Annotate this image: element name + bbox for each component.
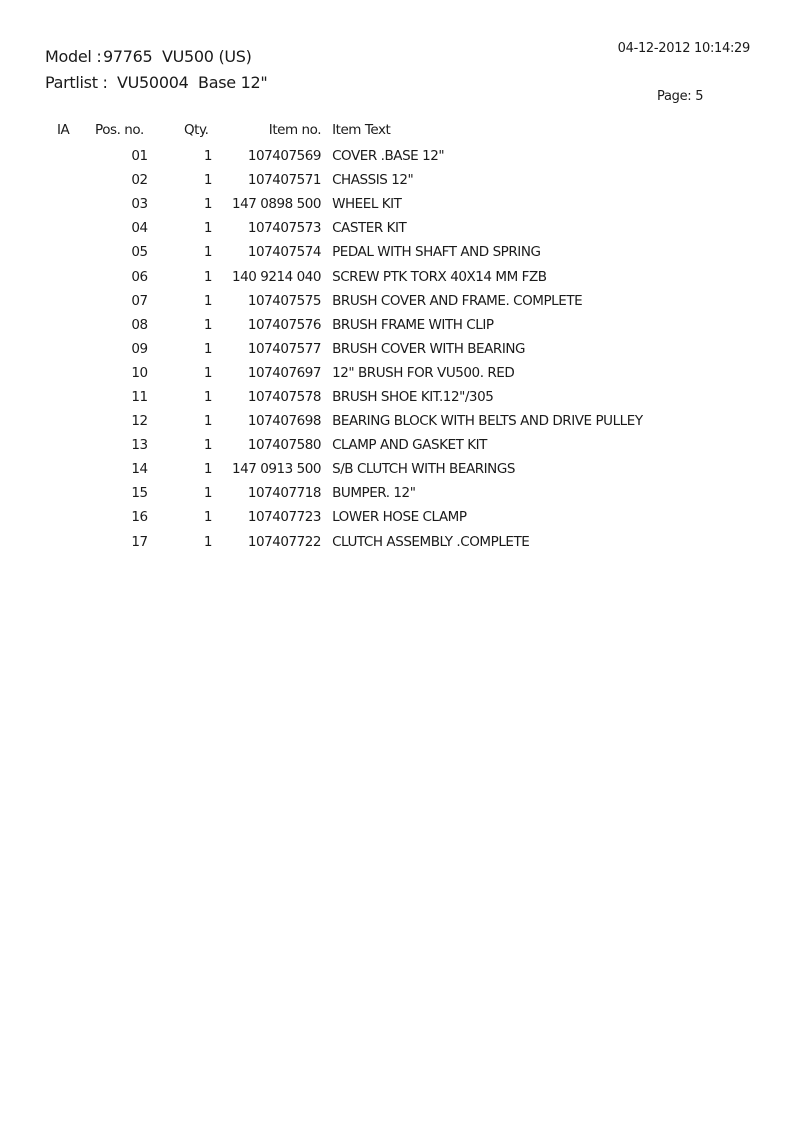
cell-item-no: 107407718 bbox=[247, 485, 322, 502]
table-row bbox=[45, 505, 643, 529]
column-header-item-no: Item no. bbox=[268, 122, 322, 138]
cell-item-no: 147 0913 500 bbox=[232, 461, 322, 478]
cell-item-no: 140 9214 040 bbox=[232, 268, 322, 285]
cell-item-no: 107407698 bbox=[247, 413, 322, 430]
cell-item-text: BRUSH COVER WITH BEARING bbox=[332, 340, 526, 357]
cell-item-text: 12" BRUSH FOR VU500. RED bbox=[332, 364, 515, 381]
partlist-value: VU50004 Base 12" bbox=[117, 73, 268, 92]
cell-pos-no: 14 bbox=[131, 461, 148, 478]
model-label: Model : bbox=[45, 47, 102, 66]
cell-ia bbox=[45, 337, 95, 361]
page-number bbox=[657, 89, 703, 104]
parts-table bbox=[45, 122, 643, 554]
cell-pos-no: 15 bbox=[131, 485, 148, 502]
cell-item-text: BRUSH COVER AND FRAME. COMPLETE bbox=[332, 292, 583, 309]
cell-ia bbox=[45, 216, 95, 240]
print-timestamp: 04-12-2012 10:14:29 bbox=[617, 41, 750, 56]
table-row bbox=[45, 337, 643, 361]
table-row bbox=[45, 168, 643, 192]
cell-pos-no: 04 bbox=[131, 220, 148, 237]
cell-item-text: LOWER HOSE CLAMP bbox=[332, 509, 467, 526]
cell-item-text: PEDAL WITH SHAFT AND SPRING bbox=[332, 244, 541, 261]
cell-ia bbox=[45, 289, 95, 313]
cell-qty: 1 bbox=[203, 485, 213, 502]
cell-item-text: S/B CLUTCH WITH BEARINGS bbox=[332, 461, 515, 478]
cell-item-text: CASTER KIT bbox=[332, 220, 407, 237]
cell-qty: 1 bbox=[203, 533, 213, 550]
cell-ia bbox=[45, 168, 95, 192]
cell-qty: 1 bbox=[203, 388, 213, 405]
table-row bbox=[45, 216, 643, 240]
partlist-line bbox=[45, 73, 267, 92]
cell-qty: 1 bbox=[203, 148, 213, 165]
cell-pos-no: 07 bbox=[131, 292, 148, 309]
cell-ia bbox=[45, 409, 95, 433]
cell-ia bbox=[45, 361, 95, 385]
model-value: 97765 VU500 (US) bbox=[103, 47, 252, 66]
cell-ia bbox=[45, 385, 95, 409]
table-row bbox=[45, 192, 643, 216]
table-row bbox=[45, 433, 643, 457]
cell-pos-no: 12 bbox=[131, 413, 148, 430]
cell-item-no: 147 0898 500 bbox=[232, 196, 322, 213]
cell-pos-no: 09 bbox=[131, 340, 148, 357]
column-header-ia: IA bbox=[57, 122, 70, 138]
cell-pos-no: 03 bbox=[131, 196, 148, 213]
cell-qty: 1 bbox=[203, 413, 213, 430]
cell-qty: 1 bbox=[203, 461, 213, 478]
cell-ia bbox=[45, 264, 95, 288]
partlist-label: Partlist : bbox=[45, 73, 108, 92]
page-label: Page: bbox=[657, 89, 692, 104]
cell-item-no: 107407580 bbox=[247, 437, 322, 454]
cell-pos-no: 16 bbox=[131, 509, 148, 526]
model-line bbox=[45, 47, 252, 66]
cell-item-no: 107407577 bbox=[247, 340, 322, 357]
table-row bbox=[45, 264, 643, 288]
cell-qty: 1 bbox=[203, 292, 213, 309]
table-row bbox=[45, 457, 643, 481]
cell-qty: 1 bbox=[203, 316, 213, 333]
cell-pos-no: 10 bbox=[131, 364, 148, 381]
cell-qty: 1 bbox=[203, 364, 213, 381]
table-row bbox=[45, 530, 643, 554]
cell-qty: 1 bbox=[203, 509, 213, 526]
column-header-item-text: Item Text bbox=[332, 122, 391, 138]
table-row bbox=[45, 481, 643, 505]
cell-pos-no: 17 bbox=[131, 533, 148, 550]
cell-item-text: BEARING BLOCK WITH BELTS AND DRIVE PULLEY bbox=[332, 413, 643, 430]
cell-qty: 1 bbox=[203, 220, 213, 237]
cell-qty: 1 bbox=[203, 196, 213, 213]
cell-qty: 1 bbox=[203, 437, 213, 454]
table-row bbox=[45, 361, 643, 385]
cell-item-no: 107407697 bbox=[247, 364, 322, 381]
column-header-qty: Qty. bbox=[184, 122, 209, 138]
table-row bbox=[45, 240, 643, 264]
cell-item-text: SCREW PTK TORX 40X14 MM FZB bbox=[332, 268, 547, 285]
cell-qty: 1 bbox=[203, 340, 213, 357]
cell-item-no: 107407569 bbox=[247, 148, 322, 165]
cell-ia bbox=[45, 481, 95, 505]
cell-item-text: CLUTCH ASSEMBLY .COMPLETE bbox=[332, 533, 530, 550]
cell-qty: 1 bbox=[203, 172, 213, 189]
cell-ia bbox=[45, 530, 95, 554]
page-value: 5 bbox=[695, 89, 704, 104]
cell-item-no: 107407722 bbox=[247, 533, 322, 550]
cell-ia bbox=[45, 192, 95, 216]
cell-item-no: 107407578 bbox=[247, 388, 322, 405]
cell-item-no: 107407573 bbox=[247, 220, 322, 237]
cell-item-no: 107407574 bbox=[247, 244, 322, 261]
table-row bbox=[45, 289, 643, 313]
cell-item-no: 107407723 bbox=[247, 509, 322, 526]
cell-item-text: CHASSIS 12" bbox=[332, 172, 414, 189]
cell-ia bbox=[45, 144, 95, 168]
cell-item-text: CLAMP AND GASKET KIT bbox=[332, 437, 487, 454]
cell-item-text: BUMPER. 12" bbox=[332, 485, 416, 502]
table-row bbox=[45, 313, 643, 337]
cell-item-no: 107407576 bbox=[247, 316, 322, 333]
cell-pos-no: 13 bbox=[131, 437, 148, 454]
cell-pos-no: 06 bbox=[131, 268, 148, 285]
table-row bbox=[45, 144, 643, 168]
cell-qty: 1 bbox=[203, 268, 213, 285]
cell-pos-no: 02 bbox=[131, 172, 148, 189]
column-header-pos-no: Pos. no. bbox=[95, 122, 144, 138]
parts-table-body bbox=[45, 144, 643, 554]
cell-item-no: 107407571 bbox=[247, 172, 322, 189]
cell-ia bbox=[45, 313, 95, 337]
cell-item-text: COVER .BASE 12" bbox=[332, 148, 445, 165]
cell-pos-no: 11 bbox=[131, 388, 148, 405]
cell-pos-no: 01 bbox=[131, 148, 148, 165]
cell-item-text: BRUSH FRAME WITH CLIP bbox=[332, 316, 494, 333]
table-header-row bbox=[45, 122, 643, 144]
table-row bbox=[45, 409, 643, 433]
cell-item-text: WHEEL KIT bbox=[332, 196, 402, 213]
cell-ia bbox=[45, 240, 95, 264]
cell-ia bbox=[45, 505, 95, 529]
cell-ia bbox=[45, 457, 95, 481]
cell-pos-no: 05 bbox=[131, 244, 148, 261]
table-row bbox=[45, 385, 643, 409]
cell-qty: 1 bbox=[203, 244, 213, 261]
cell-item-no: 107407575 bbox=[247, 292, 322, 309]
cell-item-text: BRUSH SHOE KIT.12"/305 bbox=[332, 388, 494, 405]
cell-ia bbox=[45, 433, 95, 457]
cell-pos-no: 08 bbox=[131, 316, 148, 333]
